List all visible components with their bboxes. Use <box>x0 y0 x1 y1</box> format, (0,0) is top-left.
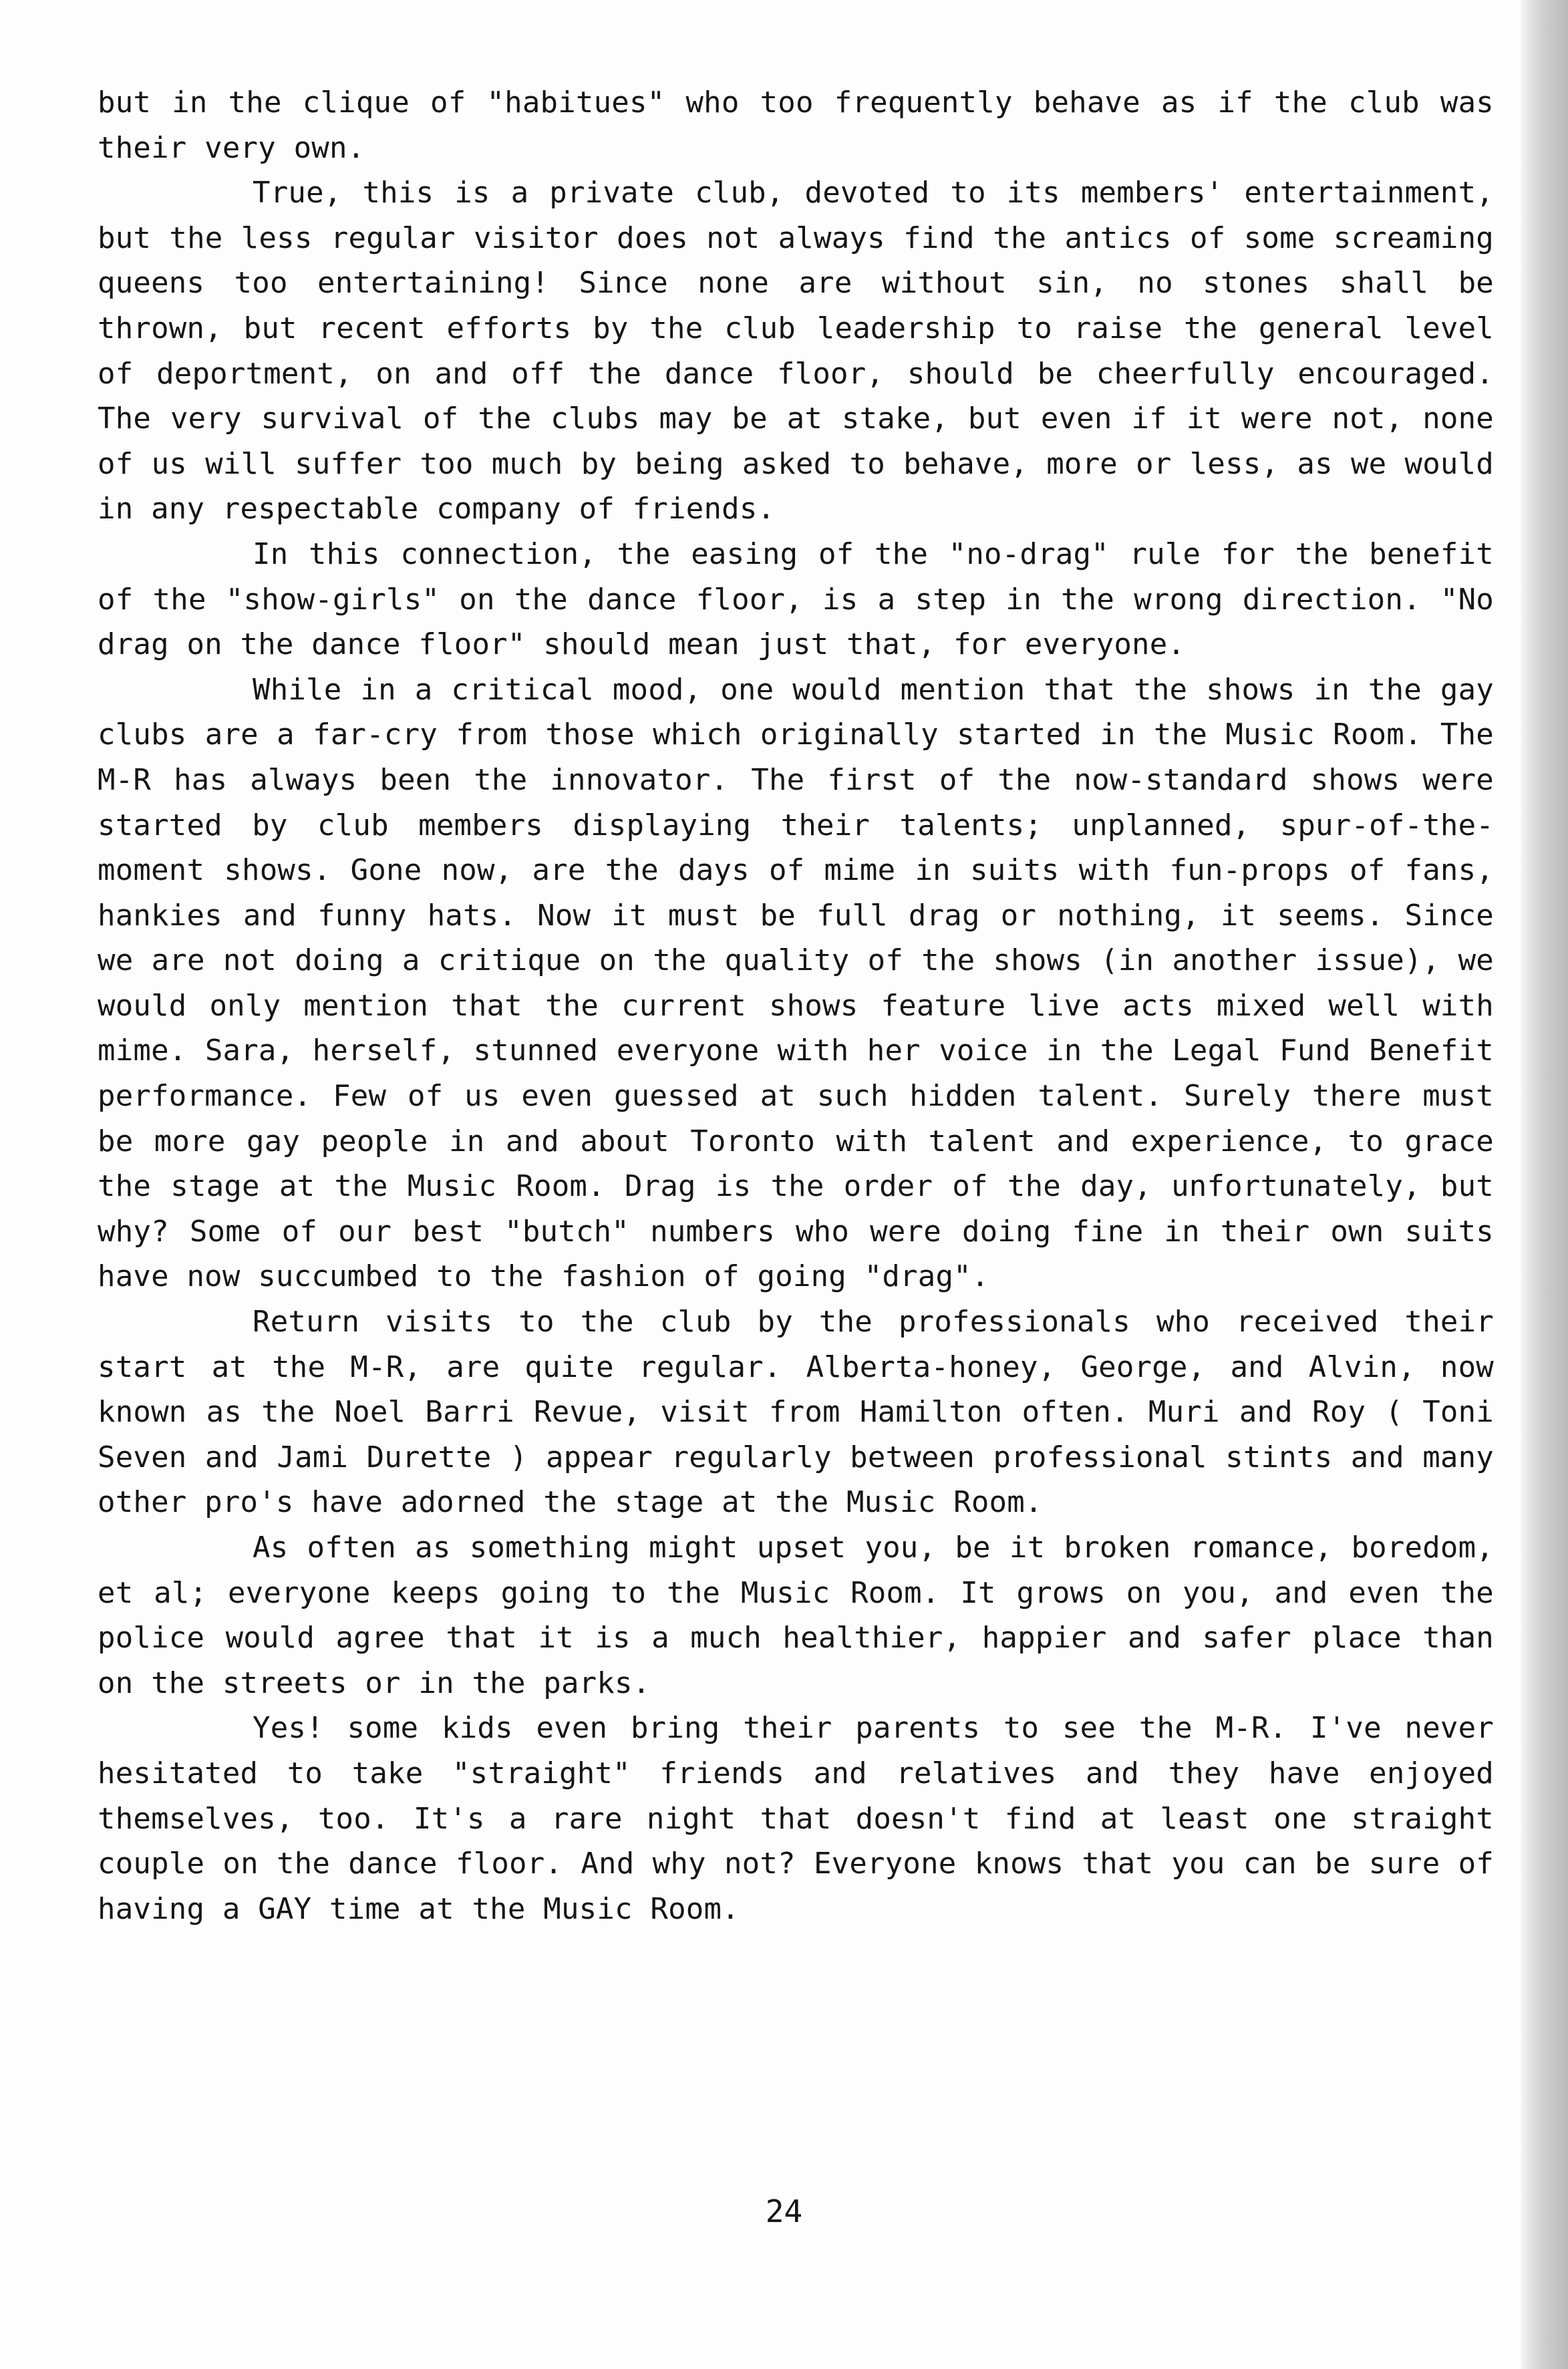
paragraph-shows-critique: While in a critical mood, one would mention that the shows in the gay clubs are a far-cry from those which originally started in the Music Room. The M-R has always been the innovator. The first of the now-standard shows were started by club members displaying their talents; unplanned, spur-of-the-moment shows. Gone now, are the days of mime in suits with fun-props of fans, hankies and funny hats. Now it must be full drag or nothing, it seems. Since we are not doing a critique on the quality of the shows (in another issue), we would only mention that the current shows feature live acts mixed well with mime. Sara, herself, stunned everyone with her voice in the Legal Fund Benefit performance. Few of us even guessed at such hidden talent. Surely there must be more gay people in and about Toronto with talent and experience, to grace the stage at the Music Room. Drag is the order of the day, unfortunately, but why? Some of our best "butch" numbers who were doing fine in their own suits have now succumbed to the fashion of going "drag". <box>98 672 1494 1294</box>
paragraph-continuation: but in the clique of "habitues" who too frequently behave as if the club was their very own. <box>98 86 1494 165</box>
paragraph-return-visits: Return visits to the club by the professionals who received their start at the M-R, are quite regular. Alberta-honey, George, and Alvin, now known as the Noel Barri Revue, visit from Hamilton often. Muri and Roy ( Toni Seven and Jami Durette ) appear regularly between professional stints and many other pro's have adorned the stage at the Music Room. <box>98 1305 1494 1520</box>
article-body <box>98 80 1494 1931</box>
page-edge-shadow <box>1521 0 1568 2369</box>
paragraph-grows-on-you: As often as something might upset you, be it broken romance, boredom, et al; everyone keeps going to the Music Room. It grows on you, and even the police would agree that it is a much healthier, happier and safer place than on the streets or in the parks. <box>98 1531 1494 1700</box>
paragraph-no-drag-rule: In this connection, the easing of the "no-drag" rule for the benefit of the "show-girls" on the dance floor, is a step in the wrong direction. "No drag on the dance floor" should mean just that, for everyone. <box>98 536 1494 662</box>
paragraph-private-club: True, this is a private club, devoted to its members' entertainment, but the less regular visitor does not always find the antics of some screaming queens too entertaining! Since none are without sin, no stones shall be thrown, but recent efforts by the club leadership to raise the general level of deportment, on and off the dance floor, should be cheerfully encouraged. The very survival of the clubs may be at stake, but even if it were not, none of us will suffer too much by being asked to behave, more or less, as we would in any respectable company of friends. <box>98 176 1494 526</box>
page-number: 24 <box>765 2193 803 2229</box>
paragraph-gay-time: Yes! some kids even bring their parents to see the M-R. I've never hesitated to take "straight" friends and relatives and they have enjoyed themselves, too. It's a rare night that doesn't find at least one straight couple on the dance floor. And why not? Everyone knows that you can be sure of having a GAY time at the Music Room. <box>98 1711 1494 1926</box>
